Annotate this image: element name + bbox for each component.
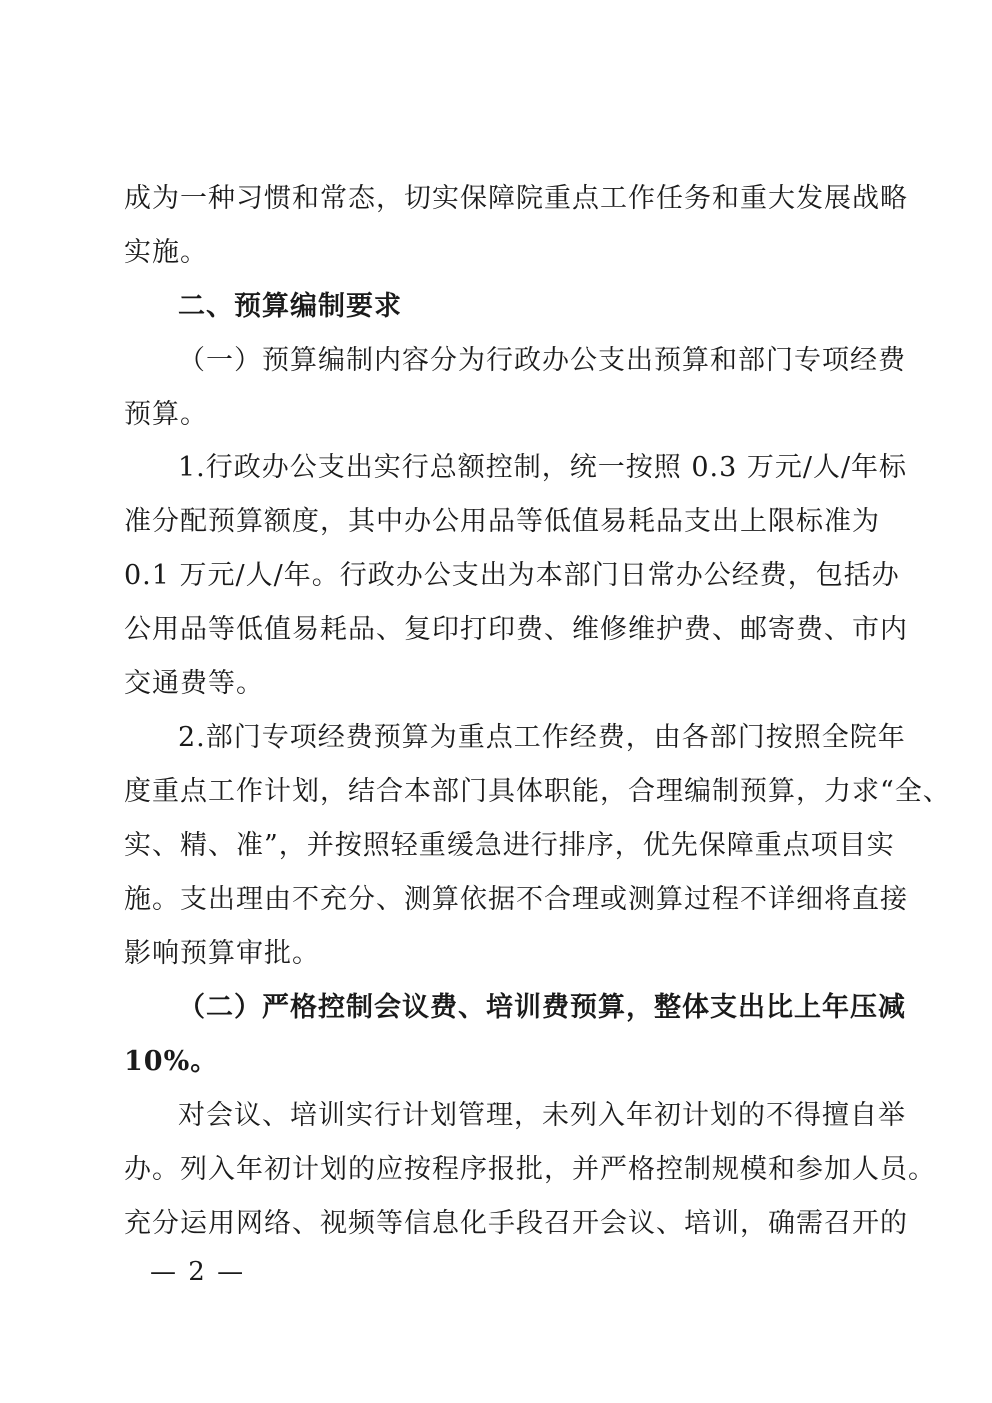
paragraph-line: 施。支出理由不充分、测算依据不合理或测算过程不详细将直接	[124, 884, 908, 915]
subsection-heading: （一）预算编制内容分为行政办公支出预算和部门专项经费	[178, 345, 906, 376]
paragraph-line: 1.行政办公支出实行总额控制，统一按照 0.3 万元/人/年标	[178, 452, 908, 483]
paragraph-line: 公用品等低值易耗品、复印打印费、维修维护费、邮寄费、市内	[124, 614, 908, 645]
paragraph-line: 0.1 万元/人/年。行政办公支出为本部门日常办公经费，包括办	[124, 560, 900, 591]
paragraph-line: 实、精、准”，并按照轻重缓急进行排序，优先保障重点项目实	[124, 830, 895, 861]
paragraph-line: 实施。	[124, 237, 208, 268]
section-heading: 二、预算编制要求	[178, 291, 402, 322]
paragraph-line: 2.部门专项经费预算为重点工作经费，由各部门按照全院年	[178, 722, 906, 753]
subsection-heading: （二）严格控制会议费、培训费预算，整体支出比上年压减	[178, 992, 906, 1023]
paragraph-line: 准分配预算额度，其中办公用品等低值易耗品支出上限标准为	[124, 506, 880, 537]
paragraph-line: 影响预算审批。	[124, 938, 320, 969]
paragraph-line: 度重点工作计划，结合本部门具体职能，合理编制预算，力求“全、	[124, 776, 951, 807]
paragraph-line: 成为一种习惯和常态，切实保障院重点工作任务和重大发展战略	[124, 183, 908, 214]
paragraph-line: 对会议、培训实行计划管理，未列入年初计划的不得擅自举	[178, 1100, 906, 1131]
subsection-heading: 10%。	[124, 1046, 219, 1077]
paragraph-line: 交通费等。	[124, 668, 264, 699]
paragraph-line: 办。列入年初计划的应按程序报批，并严格控制规模和参加人员。	[124, 1154, 936, 1185]
paragraph-line: 充分运用网络、视频等信息化手段召开会议、培训，确需召开的	[124, 1208, 908, 1239]
paragraph-line: 预算。	[124, 399, 208, 430]
page-number: — 2 —	[150, 1257, 246, 1287]
